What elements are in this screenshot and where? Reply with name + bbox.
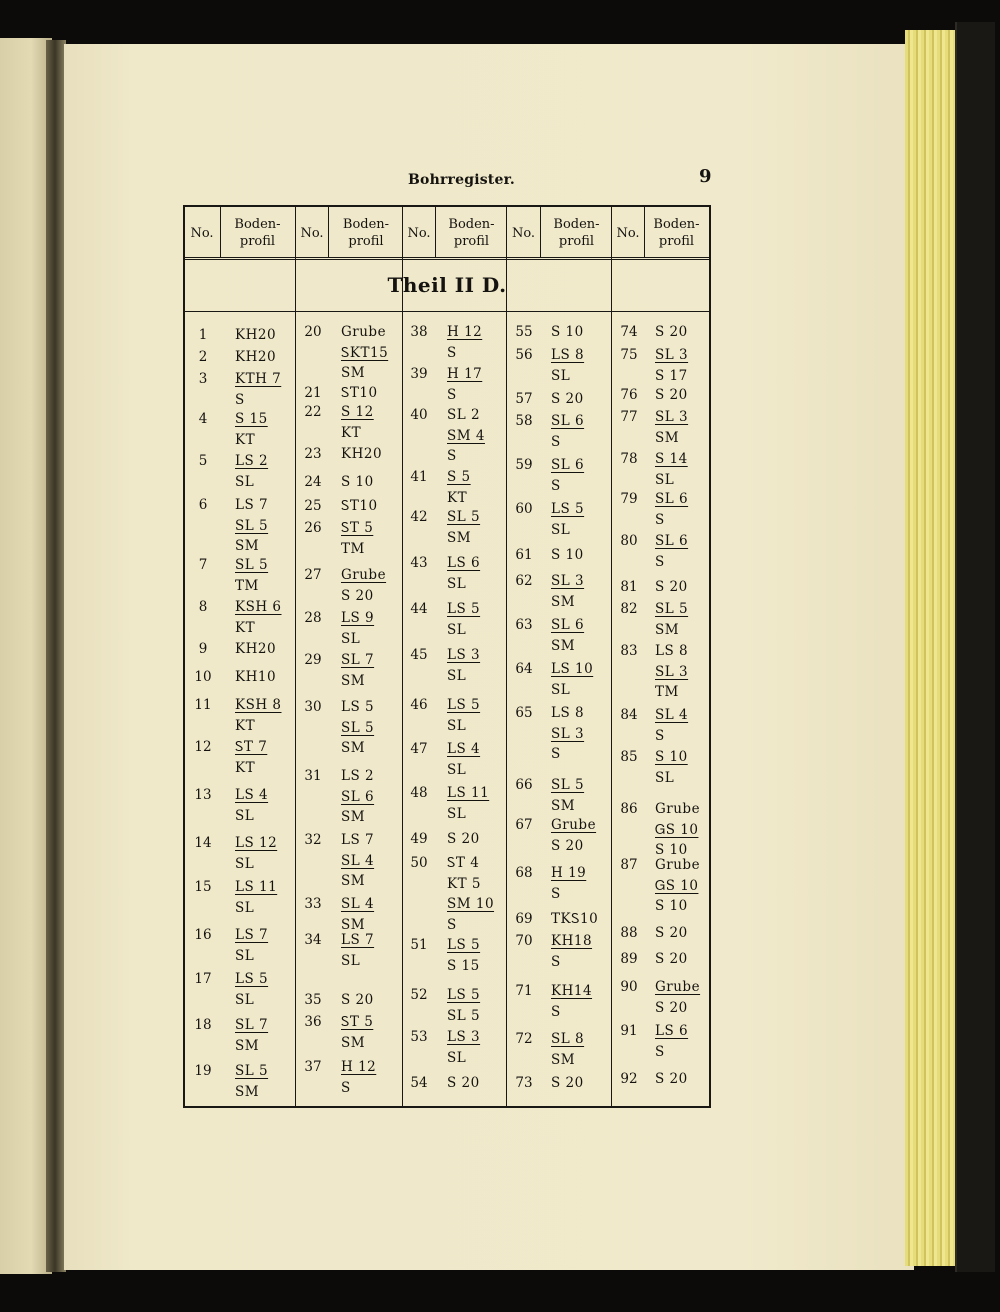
profil-line: SL 5 bbox=[551, 777, 585, 793]
entry-number: 32 bbox=[304, 832, 322, 848]
profil-line: SL 6 bbox=[551, 457, 585, 473]
profil-line: S 20 bbox=[551, 1075, 584, 1091]
profil-line: H 19 bbox=[551, 865, 587, 881]
entry-number: 42 bbox=[410, 509, 428, 525]
entry-number: 92 bbox=[620, 1071, 638, 1087]
header-profil-4: Boden- profil bbox=[553, 217, 600, 249]
entry-number: 40 bbox=[410, 407, 428, 423]
entry-number: 28 bbox=[304, 610, 322, 626]
profil-line: SL 5 bbox=[341, 719, 375, 736]
entry-number: 73 bbox=[515, 1075, 533, 1091]
entry-number: 19 bbox=[194, 1063, 212, 1079]
entry-number: 63 bbox=[515, 617, 533, 633]
profil-line: LS 5 bbox=[447, 601, 481, 617]
entry-number: 27 bbox=[304, 567, 322, 583]
profil-line: LS 5 bbox=[447, 697, 481, 713]
profil-line: S 15 bbox=[235, 411, 268, 427]
profil-line: S 10 bbox=[655, 842, 688, 858]
entry-number: 83 bbox=[620, 643, 638, 659]
entry-number: 33 bbox=[304, 896, 322, 912]
col-rule bbox=[402, 207, 403, 1106]
entry-number: 15 bbox=[194, 879, 212, 895]
profil-line: SL bbox=[447, 621, 467, 638]
profil-line: SL bbox=[447, 575, 467, 592]
profil-line: Grube bbox=[341, 567, 387, 583]
profil-line: SL 4 bbox=[655, 707, 689, 723]
entry-number: 30 bbox=[304, 699, 322, 715]
profil-line: SL bbox=[655, 769, 675, 786]
bohrregister-table bbox=[183, 205, 711, 1108]
profil-line: S bbox=[655, 1043, 665, 1060]
profil-line: KSH 8 bbox=[235, 697, 282, 713]
profil-line: S bbox=[551, 746, 561, 762]
profil-line: SL bbox=[447, 667, 467, 684]
entry-number: 62 bbox=[515, 573, 533, 589]
profil-line: S 20 bbox=[655, 579, 688, 595]
profil-line: S 10 bbox=[551, 324, 584, 340]
profil-line: SL 6 bbox=[655, 491, 689, 507]
profil-line: KT bbox=[235, 619, 256, 636]
profil-line: KT bbox=[235, 717, 256, 734]
profil-line: SL 5 bbox=[447, 509, 481, 525]
entry-number: 10 bbox=[194, 669, 212, 685]
profil-line: S 20 bbox=[551, 391, 584, 407]
profil-line: S 17 bbox=[655, 367, 688, 384]
entry-number: 66 bbox=[515, 777, 533, 793]
entry-number: 11 bbox=[194, 697, 212, 713]
profil-line: SM bbox=[341, 365, 366, 381]
entry-number: 29 bbox=[304, 652, 322, 668]
profil-line: ᏚT 5 bbox=[341, 1014, 374, 1030]
header-no-3: No. bbox=[407, 225, 431, 241]
header-no-4: No. bbox=[511, 225, 536, 241]
profil-line: LS 8 bbox=[655, 643, 689, 659]
entry-number: 20 bbox=[304, 324, 322, 340]
profil-line: ᏚT 5 bbox=[341, 520, 374, 536]
profil-line: KSH 6 bbox=[235, 599, 282, 615]
profil-line: SM bbox=[235, 1083, 260, 1100]
entry-number: 46 bbox=[410, 697, 428, 713]
entry-number: 12 bbox=[194, 739, 212, 755]
profil-line: SM bbox=[447, 529, 472, 546]
entry-number: 89 bbox=[620, 951, 638, 967]
page-number: 9 bbox=[699, 166, 712, 187]
entry-number: 43 bbox=[410, 555, 428, 571]
entry-number: 70 bbox=[515, 933, 533, 949]
profil-line: LS 4 bbox=[447, 741, 481, 757]
profil-line: LS 12 bbox=[235, 835, 278, 851]
profil-line: LS 6 bbox=[447, 555, 481, 571]
profil-line: LS 7 bbox=[341, 832, 375, 848]
profil-line: LS 5 bbox=[341, 699, 375, 715]
entry-number: 5 bbox=[198, 453, 208, 469]
profil-line: S bbox=[447, 916, 457, 933]
entry-number: 82 bbox=[620, 601, 638, 617]
entry-number: 68 bbox=[515, 865, 533, 881]
profil-line: SL bbox=[551, 367, 571, 384]
profil-line: SL bbox=[235, 899, 255, 916]
entry-number: 84 bbox=[620, 707, 638, 723]
header-no-2: No. bbox=[300, 225, 324, 241]
entry-number: 7 bbox=[198, 557, 208, 573]
profil-line: KH20 bbox=[235, 327, 277, 343]
profil-line: S 20 bbox=[655, 925, 688, 941]
profil-line: LS 11 bbox=[447, 785, 490, 801]
profil-line: LS 8 bbox=[551, 705, 585, 721]
entry-number: 41 bbox=[410, 469, 428, 485]
profil-line: SM bbox=[551, 797, 576, 814]
profil-line: S 20 bbox=[551, 837, 584, 854]
header-no-1: No. bbox=[190, 225, 214, 241]
col-rule bbox=[540, 207, 541, 258]
entry-number: 39 bbox=[410, 366, 428, 382]
profil-line: S 20 bbox=[655, 324, 688, 340]
profil-line: S bbox=[551, 477, 561, 494]
profil-line: SL 3 bbox=[551, 725, 585, 742]
entry-number: 59 bbox=[515, 457, 533, 473]
profil-line: SM bbox=[551, 1051, 576, 1068]
entry-number: 18 bbox=[194, 1017, 212, 1033]
profil-line: Grube bbox=[655, 857, 701, 873]
profil-line: SM bbox=[655, 429, 680, 446]
entry-number: 69 bbox=[515, 911, 533, 927]
profil-line: S bbox=[235, 391, 245, 408]
entry-number: 67 bbox=[515, 817, 533, 833]
profil-line: S bbox=[551, 1003, 561, 1020]
entry-number: 24 bbox=[304, 474, 322, 490]
entry-number: 64 bbox=[515, 661, 533, 677]
entry-number: 55 bbox=[515, 324, 533, 340]
col-rule bbox=[295, 207, 296, 1106]
left-page-edge bbox=[0, 38, 52, 1274]
profil-line: S 20 bbox=[341, 587, 374, 604]
profil-line: Grube bbox=[341, 324, 387, 340]
profil-line: S 20 bbox=[341, 992, 374, 1008]
profil-line: KTH 7 bbox=[235, 371, 282, 387]
entry-number: 91 bbox=[620, 1023, 638, 1039]
profil-line: S 20 bbox=[655, 951, 688, 967]
profil-line: SL bbox=[551, 681, 571, 698]
profil-line: KT 5 bbox=[447, 875, 481, 892]
profil-line: LS 3 bbox=[447, 1029, 481, 1045]
profil-line: KT bbox=[341, 424, 362, 441]
entry-number: 16 bbox=[194, 927, 212, 943]
entry-number: 56 bbox=[515, 347, 533, 363]
profil-line: S 10 bbox=[655, 749, 688, 765]
profil-line: SL 4 bbox=[341, 896, 375, 912]
profil-line: SM 4 bbox=[447, 427, 485, 444]
profil-line: TM bbox=[655, 684, 679, 700]
profil-line: KH20 bbox=[235, 349, 277, 365]
profil-line: H 17 bbox=[447, 366, 483, 382]
entry-number: 81 bbox=[620, 579, 638, 595]
profil-line: S bbox=[655, 727, 665, 744]
entry-number: 49 bbox=[410, 831, 428, 847]
profil-line: LS 6 bbox=[655, 1023, 689, 1039]
profil-line: TKᏚ10 bbox=[551, 911, 599, 927]
header-profil-5: Boden- profil bbox=[653, 217, 700, 249]
profil-line: S 15 bbox=[447, 957, 480, 974]
profil-line: ᏚT10 bbox=[341, 498, 378, 514]
col-rule bbox=[644, 207, 645, 258]
entry-number: 79 bbox=[620, 491, 638, 507]
profil-line: S 20 bbox=[447, 1075, 480, 1091]
profil-line: LS 5 bbox=[235, 971, 269, 987]
profil-line: SM bbox=[551, 637, 576, 654]
profil-line: SM bbox=[341, 672, 366, 689]
entry-number: 23 bbox=[304, 446, 322, 462]
profil-line: LS 5 bbox=[447, 987, 481, 1003]
profil-line: SM bbox=[551, 593, 576, 610]
profil-line: Grube bbox=[655, 801, 701, 817]
entry-number: 45 bbox=[410, 647, 428, 663]
profil-line: S 20 bbox=[655, 999, 688, 1016]
profil-line: LS 11 bbox=[235, 879, 278, 895]
entry-number: 86 bbox=[620, 801, 638, 817]
profil-line: Grube bbox=[655, 979, 701, 995]
entry-number: 13 bbox=[194, 787, 212, 803]
header-profil-2: Boden- profil bbox=[342, 217, 390, 249]
entry-number: 76 bbox=[620, 387, 638, 403]
col-rule bbox=[220, 207, 221, 258]
entry-number: 53 bbox=[410, 1029, 428, 1045]
profil-line: LS 7 bbox=[235, 927, 269, 943]
header-rule bbox=[185, 257, 709, 260]
profil-line: SL 5 bbox=[655, 601, 689, 617]
col-rule bbox=[328, 207, 329, 258]
profil-line: LS 8 bbox=[551, 347, 585, 363]
section-title: Theil II D. bbox=[387, 273, 507, 297]
profil-line: SL bbox=[341, 952, 361, 969]
profil-line: ᏀS 10 bbox=[655, 877, 699, 894]
profil-line: H 12 bbox=[341, 1059, 377, 1075]
profil-line: LS 2 bbox=[235, 453, 269, 469]
entry-number: 4 bbox=[198, 411, 208, 427]
profil-line: SL 6 bbox=[551, 413, 585, 429]
entry-number: 57 bbox=[515, 391, 533, 407]
profil-line: SL bbox=[341, 630, 361, 647]
profil-line: SL 5 bbox=[235, 1063, 269, 1079]
profil-line: SL 6 bbox=[341, 788, 375, 805]
entry-number: 44 bbox=[410, 601, 428, 617]
entry-number: 77 bbox=[620, 409, 638, 425]
profil-line: LS 5 bbox=[447, 937, 481, 953]
book-cover bbox=[955, 22, 995, 1272]
profil-line: LS 2 bbox=[341, 768, 375, 784]
profil-line: S bbox=[551, 953, 561, 970]
profil-line: S 10 bbox=[551, 547, 584, 563]
profil-line: S 14 bbox=[655, 451, 688, 467]
profil-line: H 12 bbox=[447, 324, 483, 340]
profil-line: S bbox=[551, 885, 561, 902]
profil-line: SL 2 bbox=[447, 407, 481, 423]
entry-number: 50 bbox=[410, 855, 428, 871]
profil-line: SL 6 bbox=[551, 617, 585, 633]
entry-number: 90 bbox=[620, 979, 638, 995]
entry-number: 80 bbox=[620, 533, 638, 549]
entry-number: 58 bbox=[515, 413, 533, 429]
entry-number: 6 bbox=[198, 497, 208, 513]
entry-number: 88 bbox=[620, 925, 638, 941]
profil-line: ᏚT 4 bbox=[447, 855, 480, 871]
profil-line: SL bbox=[235, 855, 255, 872]
profil-line: SL bbox=[551, 521, 571, 538]
profil-line: KT bbox=[447, 489, 468, 506]
header-profil-1: Boden- profil bbox=[234, 217, 281, 249]
header-no-5: No. bbox=[616, 225, 640, 241]
profil-line: SL 6 bbox=[655, 533, 689, 549]
profil-line: ᏚKT15 bbox=[341, 344, 389, 361]
profil-line: S bbox=[655, 511, 665, 528]
entry-number: 31 bbox=[304, 768, 322, 784]
entry-number: 72 bbox=[515, 1031, 533, 1047]
entry-number: 21 bbox=[304, 385, 322, 401]
profil-line: SL 5 bbox=[447, 1007, 481, 1024]
profil-line: SL bbox=[447, 761, 467, 778]
entry-number: 26 bbox=[304, 520, 322, 536]
profil-line: LS 7 bbox=[235, 497, 269, 513]
profil-line: ᏚT 7 bbox=[235, 739, 268, 755]
profil-line: SM bbox=[341, 740, 366, 756]
profil-line: KH18 bbox=[551, 933, 593, 949]
entry-number: 9 bbox=[198, 641, 208, 657]
profil-line: SM bbox=[341, 873, 366, 889]
profil-line: S 20 bbox=[447, 831, 480, 847]
profil-line: SM bbox=[341, 809, 366, 825]
entry-number: 22 bbox=[304, 404, 322, 420]
profil-line: SL 7 bbox=[235, 1017, 269, 1033]
profil-line: KH20 bbox=[235, 641, 277, 657]
profil-line: SL 7 bbox=[341, 652, 375, 668]
col-rule bbox=[611, 207, 612, 1106]
profil-line: SL 3 bbox=[655, 347, 689, 363]
profil-line: SL bbox=[235, 947, 255, 964]
profil-line: SM bbox=[655, 621, 680, 638]
section-rule bbox=[185, 311, 709, 312]
profil-line: S 10 bbox=[655, 898, 688, 914]
entry-number: 25 bbox=[304, 498, 322, 514]
entry-number: 71 bbox=[515, 983, 533, 999]
profil-line: KT bbox=[235, 759, 256, 776]
header-profil-3: Boden- profil bbox=[448, 217, 495, 249]
profil-line: SL bbox=[655, 471, 675, 488]
profil-line: SL 4 bbox=[341, 852, 375, 869]
profil-line: S bbox=[447, 344, 457, 361]
profil-line: S 5 bbox=[447, 469, 471, 485]
profil-line: KH10 bbox=[235, 669, 277, 685]
profil-line: SL bbox=[447, 805, 467, 822]
profil-line: SM bbox=[341, 1034, 366, 1051]
entry-number: 2 bbox=[198, 349, 208, 365]
entry-number: 65 bbox=[515, 705, 533, 721]
profil-line: SM bbox=[235, 1037, 260, 1054]
running-title: Bohrregister. bbox=[408, 172, 515, 188]
entry-number: 1 bbox=[198, 327, 208, 343]
profil-line: LS 10 bbox=[551, 661, 594, 677]
profil-line: KH20 bbox=[341, 446, 383, 462]
profil-line: S bbox=[341, 1079, 351, 1096]
profil-line: S 10 bbox=[341, 474, 374, 490]
profil-line: S bbox=[447, 448, 457, 464]
profil-line: LS 9 bbox=[341, 610, 375, 626]
profil-line: SL 3 bbox=[655, 663, 689, 680]
profil-line: SL bbox=[235, 473, 255, 490]
entry-number: 61 bbox=[515, 547, 533, 563]
profil-line: S 20 bbox=[655, 1071, 688, 1087]
profil-line: LS 4 bbox=[235, 787, 269, 803]
entry-number: 75 bbox=[620, 347, 638, 363]
profil-line: SL 5 bbox=[235, 517, 269, 534]
profil-line: SL 3 bbox=[655, 409, 689, 425]
profil-line: S 12 bbox=[341, 404, 374, 420]
profil-line: LS 7 bbox=[341, 932, 375, 948]
profil-line: KH14 bbox=[551, 983, 593, 999]
entry-number: 37 bbox=[304, 1059, 322, 1075]
entry-number: 17 bbox=[194, 971, 212, 987]
profil-line: LS 5 bbox=[551, 501, 585, 517]
profil-line: LS 3 bbox=[447, 647, 481, 663]
profil-line: S bbox=[447, 386, 457, 403]
profil-line: S bbox=[551, 433, 561, 450]
entry-number: 35 bbox=[304, 992, 322, 1008]
profil-line: TM bbox=[341, 540, 365, 557]
entry-number: 8 bbox=[198, 599, 208, 615]
profil-line: ᏚT10 bbox=[341, 385, 378, 401]
entry-number: 52 bbox=[410, 987, 428, 1003]
profil-line: SL bbox=[235, 991, 255, 1008]
entry-number: 14 bbox=[194, 835, 212, 851]
entry-number: 3 bbox=[198, 371, 208, 387]
profil-line: SL bbox=[235, 807, 255, 824]
entry-number: 48 bbox=[410, 785, 428, 801]
entry-number: 74 bbox=[620, 324, 638, 340]
profil-line: SL bbox=[447, 717, 467, 734]
profil-line: Grube bbox=[551, 817, 597, 833]
profil-line: TM bbox=[235, 577, 259, 594]
profil-line: SM bbox=[341, 916, 366, 933]
profil-line: SL 8 bbox=[551, 1031, 585, 1047]
profil-line: SL 5 bbox=[235, 557, 269, 573]
entry-number: 51 bbox=[410, 937, 428, 953]
entry-number: 85 bbox=[620, 749, 638, 765]
profil-line: SM bbox=[235, 538, 260, 554]
entry-number: 87 bbox=[620, 857, 638, 873]
col-rule bbox=[506, 207, 507, 1106]
profil-line: S bbox=[655, 553, 665, 570]
profil-line: SL 3 bbox=[551, 573, 585, 589]
entry-number: 34 bbox=[304, 932, 322, 948]
profil-line: SL bbox=[447, 1049, 467, 1066]
profil-line: KT bbox=[235, 431, 256, 448]
entry-number: 38 bbox=[410, 324, 428, 340]
col-rule bbox=[435, 207, 436, 258]
profil-line: ᏀS 10 bbox=[655, 821, 699, 838]
entry-number: 47 bbox=[410, 741, 428, 757]
profil-line: SM 10 bbox=[447, 896, 495, 912]
entry-number: 60 bbox=[515, 501, 533, 517]
entry-number: 78 bbox=[620, 451, 638, 467]
profil-line: S 20 bbox=[655, 387, 688, 403]
book-gutter bbox=[46, 40, 66, 1272]
entry-number: 36 bbox=[304, 1014, 322, 1030]
entry-number: 54 bbox=[410, 1075, 428, 1091]
